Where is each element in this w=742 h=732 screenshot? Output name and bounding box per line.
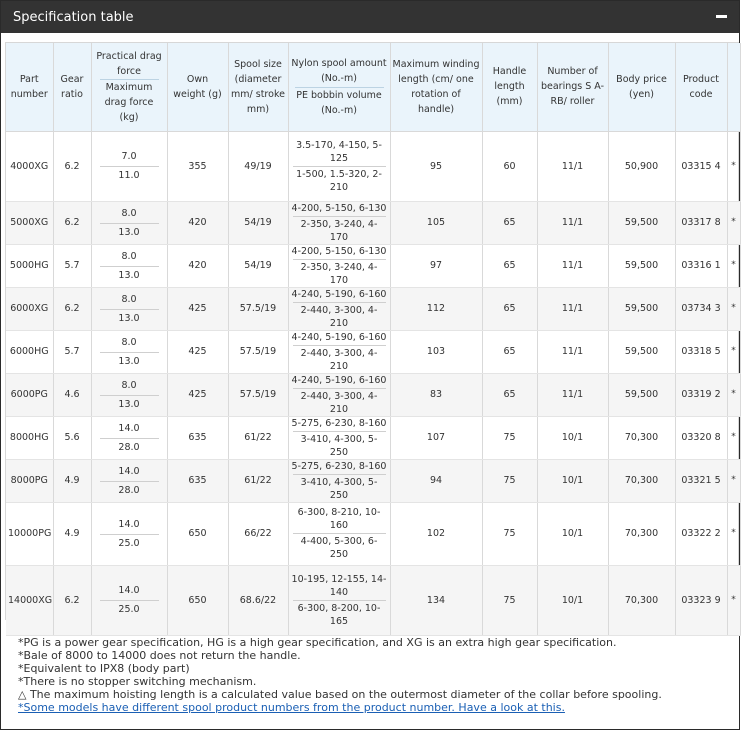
cell-product-code: 03315 4 (675, 131, 727, 201)
table-row (6, 330, 740, 373)
cell-bearings: 11/1 (537, 373, 608, 416)
cell-part-number: 6000XG (6, 287, 53, 330)
header-line-capacity (288, 43, 390, 131)
cell-bearings: 11/1 (537, 244, 608, 287)
nylon-spool-value: 5-275, 6-230, 8-160 (291, 460, 387, 472)
header-bearings: Number of bearings S A-RB/ roller (537, 43, 608, 131)
pe-bobbin-value: 2-350, 3-240, 4-170 (293, 259, 386, 287)
cell-part-number: 6000HG (6, 330, 53, 373)
cell-max-winding: 102 (390, 502, 482, 565)
cell-handle-length: 65 (482, 287, 537, 330)
cell-bearings: 11/1 (537, 201, 608, 244)
cell-mark: * (727, 244, 740, 287)
cell-drag-force (91, 330, 167, 373)
cell-line-capacity (288, 459, 390, 502)
cell-body-price: 59,500 (608, 330, 675, 373)
table-row (6, 416, 740, 459)
maximum-drag-value: 13.0 (100, 266, 159, 282)
cell-mark: * (727, 330, 740, 373)
table-row (6, 373, 740, 416)
table-row (6, 131, 740, 201)
cell-max-winding: 103 (390, 330, 482, 373)
maximum-drag-value: 13.0 (100, 223, 159, 239)
cell-bearings: 11/1 (537, 287, 608, 330)
cell-own-weight: 355 (167, 131, 228, 201)
cell-drag-force (91, 287, 167, 330)
nylon-spool-value: 3.5-170, 4-150, 5-125 (296, 139, 382, 164)
cell-drag-force (91, 201, 167, 244)
maximum-drag-value: 11.0 (100, 166, 159, 182)
cell-part-number: 14000XG (6, 565, 53, 635)
cell-own-weight: 650 (167, 565, 228, 635)
cell-line-capacity (288, 416, 390, 459)
nylon-spool-value: 10-195, 12-155, 14-140 (291, 573, 387, 598)
cell-gear-ratio: 6.2 (53, 201, 91, 244)
nylon-spool-value: 4-200, 5-150, 6-130 (291, 245, 387, 257)
cell-body-price: 50,900 (608, 131, 675, 201)
practical-drag-value: 8.0 (121, 379, 137, 391)
cell-body-price: 70,300 (608, 459, 675, 502)
maximum-drag-value: 13.0 (100, 309, 159, 325)
table-row (6, 244, 740, 287)
cell-mark: * (727, 287, 740, 330)
cell-line-capacity (288, 330, 390, 373)
cell-bearings: 10/1 (537, 459, 608, 502)
cell-gear-ratio: 6.2 (53, 287, 91, 330)
cell-drag-force (91, 502, 167, 565)
cell-max-winding: 94 (390, 459, 482, 502)
cell-spool-size: 57.5/19 (228, 330, 288, 373)
spec-table-wrapper (5, 42, 739, 627)
cell-body-price: 70,300 (608, 416, 675, 459)
table-row (6, 502, 740, 565)
cell-own-weight: 425 (167, 330, 228, 373)
spool-numbers-link[interactable]: *Some models have different spool product numbers from the product number. Have a look at this. (18, 701, 565, 714)
cell-drag-force (91, 416, 167, 459)
practical-drag-value: 7.0 (121, 151, 137, 162)
practical-drag-value: 14.0 (118, 585, 140, 596)
note-line: *There is no stopper switching mechanism. (18, 675, 257, 688)
cell-body-price: 59,500 (608, 244, 675, 287)
cell-drag-force (91, 131, 167, 201)
header-spool-size: Spool size (diameter mm/ stroke mm) (228, 43, 288, 131)
note-line: *PG is a power gear specification, HG is a high gear specification, and XG is an extra high gear specification. (18, 636, 617, 649)
pe-bobbin-value: 4-400, 5-300, 6-250 (293, 533, 386, 561)
cell-spool-size: 68.6/22 (228, 565, 288, 635)
nylon-spool-value: 4-240, 5-190, 6-160 (291, 374, 387, 386)
pe-bobbin-value: 2-440, 3-300, 4-210 (293, 388, 386, 416)
cell-mark: * (727, 373, 740, 416)
cell-gear-ratio: 4.9 (53, 502, 91, 565)
cell-max-winding: 107 (390, 416, 482, 459)
cell-product-code: 03323 9 (675, 565, 727, 635)
practical-drag-value: 14.0 (118, 518, 140, 530)
cell-line-capacity (288, 131, 390, 201)
maximum-drag-value: 13.0 (100, 395, 159, 411)
nylon-spool-value: 5-275, 6-230, 8-160 (291, 417, 387, 429)
cell-line-capacity (288, 373, 390, 416)
cell-body-price: 70,300 (608, 502, 675, 565)
cell-product-code: 03318 5 (675, 330, 727, 373)
spec-table (6, 43, 741, 636)
cell-line-capacity (288, 287, 390, 330)
table-row (6, 287, 740, 330)
cell-spool-size: 61/22 (228, 459, 288, 502)
cell-handle-length: 75 (482, 459, 537, 502)
cell-product-code: 03322 2 (675, 502, 727, 565)
cell-max-winding: 112 (390, 287, 482, 330)
maximum-drag-value: 28.0 (100, 481, 159, 497)
cell-body-price: 59,500 (608, 287, 675, 330)
header-max-winding: Maximum winding length (cm/ one rotation of handle) (390, 43, 482, 131)
cell-part-number: 6000PG (6, 373, 53, 416)
cell-gear-ratio: 5.7 (53, 330, 91, 373)
cell-bearings: 10/1 (537, 502, 608, 565)
cell-spool-size: 49/19 (228, 131, 288, 201)
cell-line-capacity (288, 201, 390, 244)
header-nylon-spool: Nylon spool amount (No.-m) (291, 57, 387, 84)
cell-handle-length: 65 (482, 330, 537, 373)
nylon-spool-value: 4-240, 5-190, 6-160 (291, 331, 387, 343)
cell-spool-size: 66/22 (228, 502, 288, 565)
cell-mark: * (727, 131, 740, 201)
notes-section (18, 636, 738, 714)
cell-handle-length: 60 (482, 131, 537, 201)
pe-bobbin-value: 1-500, 1.5-320, 2-210 (293, 166, 386, 194)
cell-part-number: 4000XG (6, 131, 53, 201)
cell-drag-force (91, 373, 167, 416)
cell-own-weight: 420 (167, 201, 228, 244)
cell-spool-size: 54/19 (228, 201, 288, 244)
pe-bobbin-value: 2-350, 3-240, 4-170 (293, 216, 386, 244)
header-part-number: Part number (6, 43, 53, 131)
cell-bearings: 11/1 (537, 330, 608, 373)
practical-drag-value: 8.0 (121, 207, 137, 219)
cell-gear-ratio: 4.9 (53, 459, 91, 502)
practical-drag-value: 8.0 (121, 336, 137, 348)
cell-own-weight: 650 (167, 502, 228, 565)
cell-product-code: 03316 1 (675, 244, 727, 287)
header-handle-length: Handle length (mm) (482, 43, 537, 131)
cell-drag-force (91, 244, 167, 287)
cell-mark: * (727, 459, 740, 502)
pe-bobbin-value: 3-410, 4-300, 5-250 (293, 431, 386, 459)
table-header-row (6, 43, 740, 131)
cell-line-capacity (288, 244, 390, 287)
cell-line-capacity (288, 565, 390, 635)
header-gear-ratio: Gear ratio (53, 43, 91, 131)
cell-max-winding: 97 (390, 244, 482, 287)
cell-gear-ratio: 5.7 (53, 244, 91, 287)
maximum-drag-value: 13.0 (100, 352, 159, 368)
practical-drag-value: 8.0 (121, 250, 137, 262)
cell-handle-length: 65 (482, 244, 537, 287)
cell-part-number: 5000XG (6, 201, 53, 244)
cell-part-number: 10000PG (6, 502, 53, 565)
nylon-spool-value: 6-300, 8-210, 10-160 (297, 507, 381, 531)
cell-mark: * (727, 502, 740, 565)
header-mark-column (727, 43, 740, 131)
note-line: *Equivalent to IPX8 (body part) (18, 662, 190, 675)
maximum-drag-value: 25.0 (100, 600, 159, 616)
cell-spool-size: 61/22 (228, 416, 288, 459)
cell-part-number: 5000HG (6, 244, 53, 287)
cell-product-code: 03317 8 (675, 201, 727, 244)
cell-max-winding: 134 (390, 565, 482, 635)
cell-line-capacity (288, 502, 390, 565)
cell-handle-length: 75 (482, 565, 537, 635)
cell-product-code: 03734 3 (675, 287, 727, 330)
practical-drag-value: 14.0 (118, 422, 140, 434)
cell-body-price: 59,500 (608, 373, 675, 416)
cell-handle-length: 65 (482, 201, 537, 244)
cell-handle-length: 75 (482, 416, 537, 459)
cell-mark: * (727, 565, 740, 635)
cell-body-price: 59,500 (608, 201, 675, 244)
cell-spool-size: 54/19 (228, 244, 288, 287)
maximum-drag-value: 25.0 (100, 534, 159, 550)
cell-handle-length: 65 (482, 373, 537, 416)
pe-bobbin-value: 3-410, 4-300, 5-250 (293, 474, 386, 502)
cell-max-winding: 95 (390, 131, 482, 201)
pe-bobbin-value: 6-300, 8-200, 10-165 (293, 600, 386, 628)
cell-max-winding: 105 (390, 201, 482, 244)
cell-own-weight: 425 (167, 373, 228, 416)
maximum-drag-value: 28.0 (100, 438, 159, 454)
cell-mark: * (727, 416, 740, 459)
nylon-spool-value: 4-240, 5-190, 6-160 (291, 288, 387, 300)
cell-own-weight: 635 (167, 416, 228, 459)
header-pe-bobbin: PE bobbin volume (No.-m) (295, 87, 384, 118)
cell-gear-ratio: 6.2 (53, 131, 91, 201)
cell-own-weight: 420 (167, 244, 228, 287)
table-row (6, 459, 740, 502)
pe-bobbin-value: 2-440, 3-300, 4-210 (293, 302, 386, 330)
cell-bearings: 10/1 (537, 416, 608, 459)
table-row (6, 565, 740, 635)
header-drag-force (91, 43, 167, 131)
cell-product-code: 03320 8 (675, 416, 727, 459)
cell-product-code: 03319 2 (675, 373, 727, 416)
header-product-code: Product code (675, 43, 727, 131)
cell-part-number: 8000PG (6, 459, 53, 502)
header-maximum-drag: Maximum drag force (kg) (100, 79, 159, 125)
cell-spool-size: 57.5/19 (228, 373, 288, 416)
header-practical-drag: Practical drag force (96, 50, 162, 77)
cell-spool-size: 57.5/19 (228, 287, 288, 330)
panel-header[interactable] (1, 1, 739, 33)
cell-part-number: 8000HG (6, 416, 53, 459)
cell-drag-force (91, 459, 167, 502)
collapse-icon[interactable] (715, 11, 729, 23)
header-body-price: Body price (yen) (608, 43, 675, 131)
nylon-spool-value: 4-200, 5-150, 6-130 (291, 202, 387, 214)
note-line: △ The maximum hoisting length is a calculated value based on the outermost diameter of the collar before spooling. (18, 688, 662, 701)
cell-gear-ratio: 5.6 (53, 416, 91, 459)
cell-body-price: 70,300 (608, 565, 675, 635)
cell-drag-force (91, 565, 167, 635)
note-line: *Bale of 8000 to 14000 does not return the handle. (18, 649, 301, 662)
cell-mark: * (727, 201, 740, 244)
cell-own-weight: 425 (167, 287, 228, 330)
cell-product-code: 03321 5 (675, 459, 727, 502)
cell-bearings: 11/1 (537, 131, 608, 201)
practical-drag-value: 8.0 (121, 293, 137, 305)
panel-title: Specification table (13, 9, 134, 25)
practical-drag-value: 14.0 (118, 465, 140, 477)
pe-bobbin-value: 2-440, 3-300, 4-210 (293, 345, 386, 373)
cell-gear-ratio: 4.6 (53, 373, 91, 416)
cell-max-winding: 83 (390, 373, 482, 416)
cell-handle-length: 75 (482, 502, 537, 565)
cell-own-weight: 635 (167, 459, 228, 502)
table-row (6, 201, 740, 244)
header-own-weight: Own weight (g) (167, 43, 228, 131)
cell-gear-ratio: 6.2 (53, 565, 91, 635)
cell-bearings: 10/1 (537, 565, 608, 635)
